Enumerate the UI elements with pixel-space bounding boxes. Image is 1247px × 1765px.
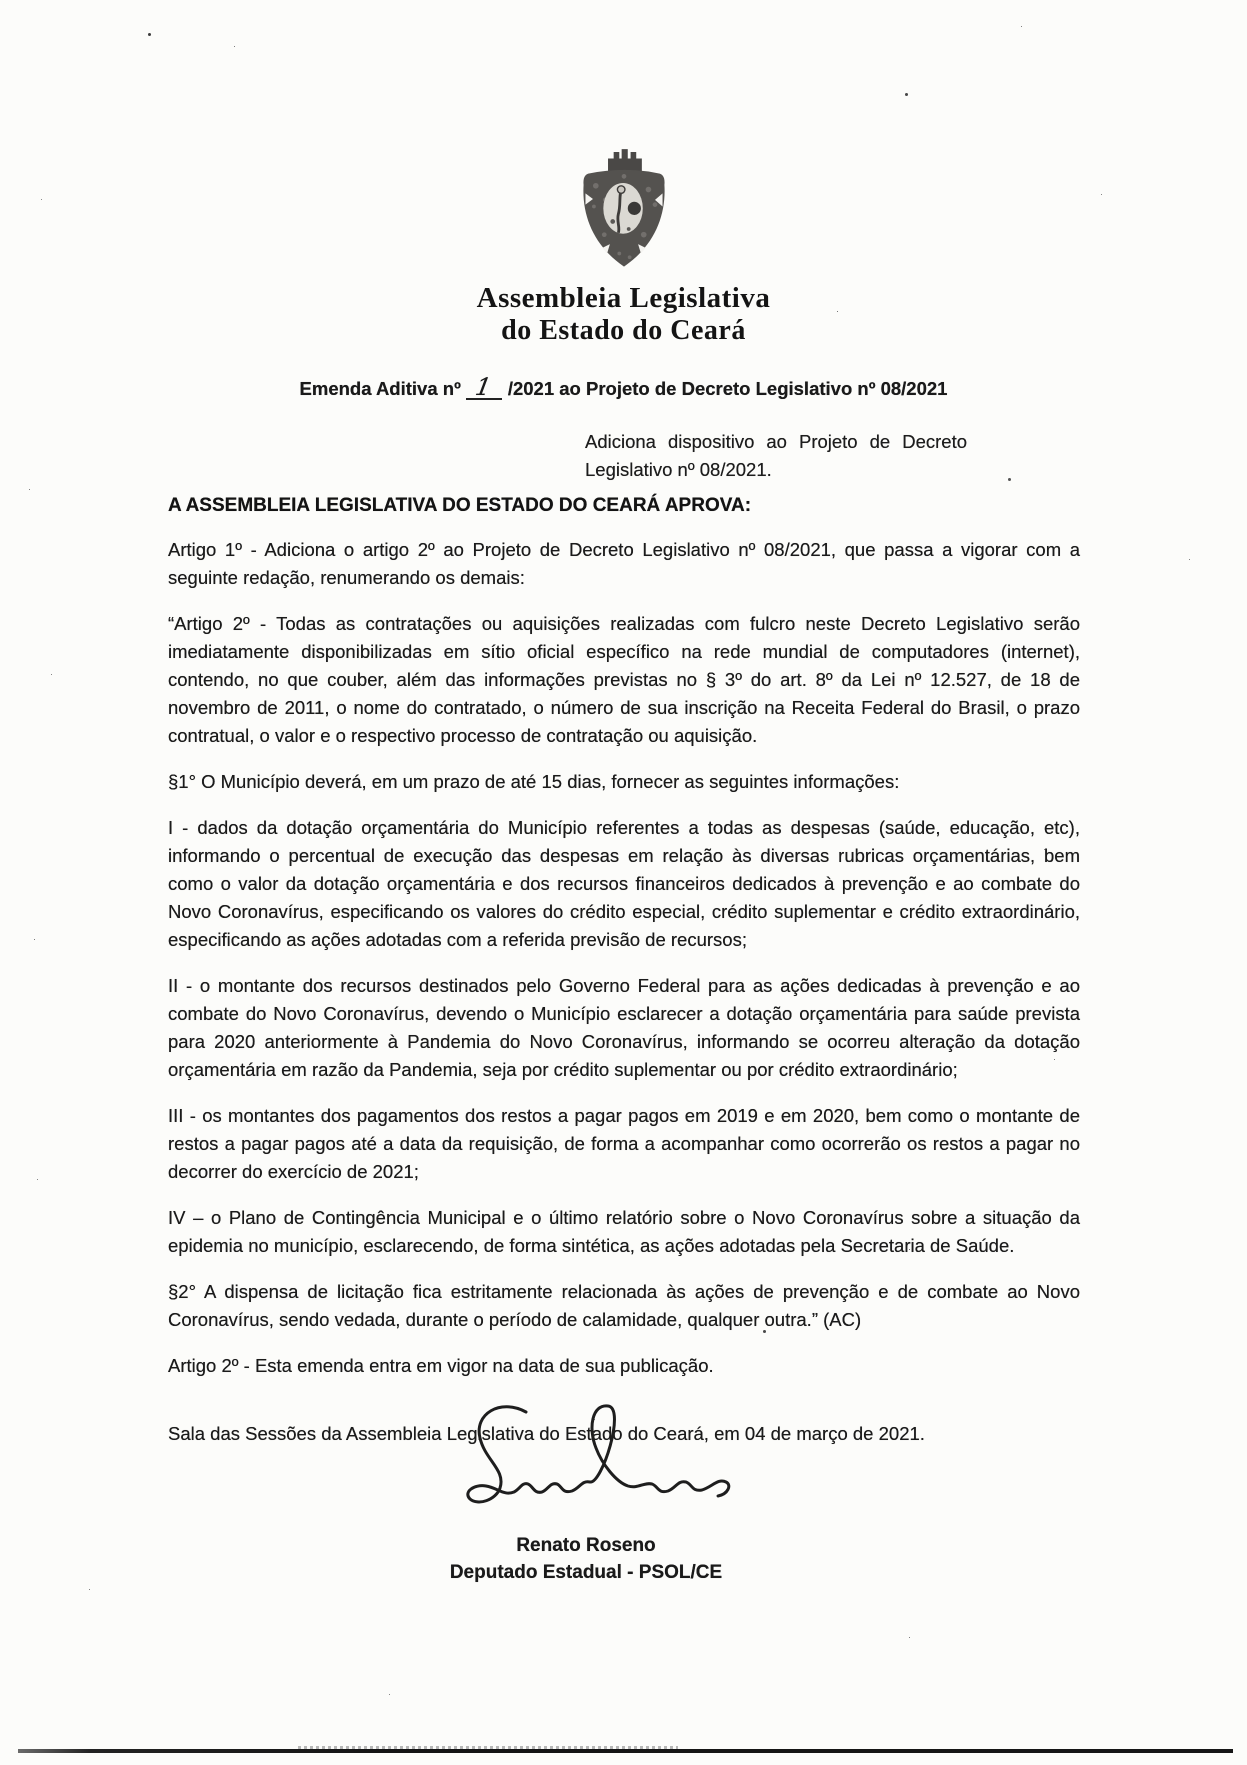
- scan-artifact-line: [18, 1749, 1233, 1753]
- crest-container: [0, 148, 1247, 280]
- closing-place-date-line: Sala das Sessões da Assembleia Legislativa do Estado do Ceará, em 04 de março de 2021.: [168, 1423, 925, 1444]
- preamble: A ASSEMBLEIA LEGISLATIVA DO ESTADO DO CEARÁ APROVA:: [168, 495, 752, 516]
- org-name-line2: do Estado do Ceará: [501, 315, 746, 346]
- signatory-role: Deputado Estadual - PSOL/CE: [449, 1562, 723, 1583]
- paragraph-par-2: §2° A dispensa de licitação fica estritamente relacionada às ações de prevenção e de combate ao Novo Coronavírus, sendo vedada, durante o período de calamidade, qualquer outra.” (AC): [168, 1281, 1080, 1330]
- clause-i: I - dados da dotação orçamentária do Município referentes a todas as despesas (saúde, educação, etc), informando o percentual de execução das despesas em relação às diversas rubricas orçamentárias, bem como o valor da dotação orçamentária e dos recursos financeiros dedicados à prevenção e ao combate do Novo Coronavírus, especificando os valores do crédito especial, crédito suplementar e crédito extraordinário, especificando as ações adotadas com a referida previsão de recursos;: [168, 817, 1080, 950]
- organization-name: [0, 282, 1247, 346]
- paragraph-par-1: §1° O Município deverá, em um prazo de até 15 dias, fornecer as seguintes informações:: [168, 771, 900, 792]
- paragraph-artigo-1: Artigo 1º - Adiciona o artigo 2º ao Projeto de Decreto Legislativo nº 08/2021, que passa a vigorar com a seguinte redação, renumerando os demais:: [168, 539, 1080, 588]
- paragraph-artigo-2-final: Artigo 2º - Esta emenda entra em vigor na data de sua publicação.: [168, 1355, 714, 1376]
- paragraph-artigo-2-quoted: “Artigo 2º - Todas as contratações ou aquisições realizadas com fulcro neste Decreto Legislativo serão imediatamente disponibilizadas em sítio oficial específico na rede mundial de computadores (internet), contendo, no que couber, além das informações previstas no § 3º do art. 8º da Lei nº 12.527, de 18 de novembro de 2011, o nome do contratado, o número de sua inscrição na Receita Federal do Brasil, o prazo contratual, o valor e o respectivo processo de contratação ou aquisição.: [168, 613, 1080, 746]
- document-body: [168, 536, 1080, 1586]
- handwritten-digit: 1: [473, 373, 494, 401]
- signature-block: [130, 1466, 1042, 1586]
- ceara-coat-of-arms-icon: [577, 148, 671, 280]
- clause-iv: IV – o Plano de Contingência Municipal e o último relatório sobre o Novo Coronavírus sobre a situação da epidemia no município, esclarecendo, de forma sintética, as ações adotadas pela Secretaria de Saúde.: [168, 1207, 1080, 1256]
- epigraph: Adiciona dispositivo ao Projeto de Decreto Legislativo nº 08/2021.: [585, 431, 967, 480]
- title-prefix: Emenda Aditiva nº: [299, 378, 461, 399]
- org-name-line1: Assembleia Legislativa: [476, 282, 771, 314]
- signatory-name: Renato Roseno: [516, 1535, 656, 1556]
- document-title: [0, 374, 1247, 400]
- scan-noise-specks: [148, 33, 151, 36]
- clause-iii: III - os montantes dos pagamentos dos restos a pagar pagos em 2019 e em 2020, bem como o montante de restos a pagar pagos até a data da requisição, de forma a acompanhar como ocorrerão os restos a pagar no decorrer do exercício de 2021;: [168, 1105, 1080, 1182]
- clause-ii: II - o montante dos recursos destinados pelo Governo Federal para as ações dedicadas à prevenção e ao combate do Novo Coronavírus, devendo o Município esclarecer a dotação orçamentária para saúde prevista para 2020 anteriormente à Pandemia do Novo Coronavírus, informando se ocorreu alteração da dotação orçamentária em razão da Pandemia, seja por crédito suplementar ou por crédito extraordinário;: [168, 975, 1080, 1080]
- title-suffix: /2021 ao Projeto de Decreto Legislativo nº 08/2021: [507, 378, 948, 399]
- handwritten-amendment-number: [466, 374, 502, 400]
